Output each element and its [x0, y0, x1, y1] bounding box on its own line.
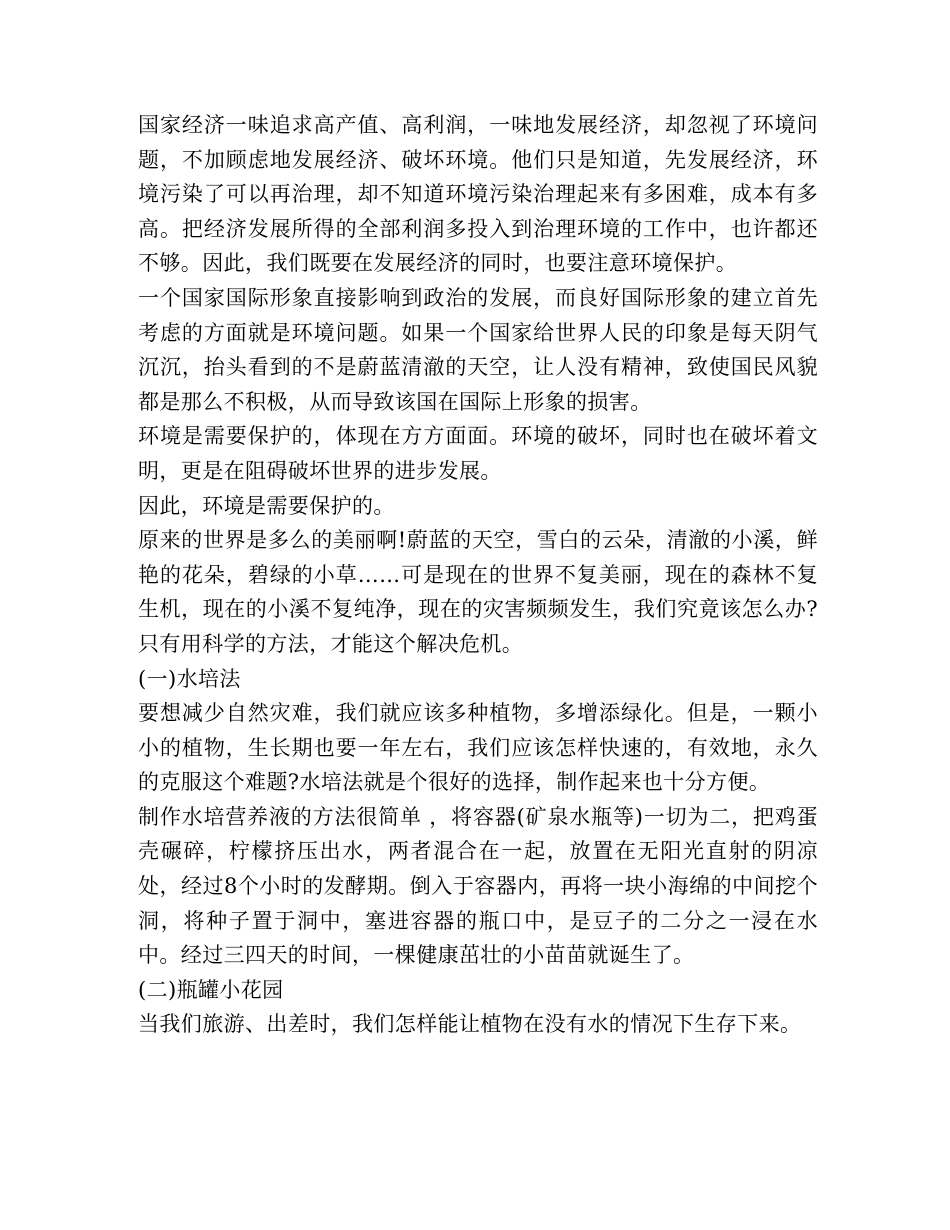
paragraph-conclusion: 因此，环境是需要保护的。 — [138, 493, 395, 518]
section-heading-hydroponics: (一)水培法 — [138, 666, 241, 691]
paragraph-international-image: 一个国家国际形象直接影响到政治的发展，而良好国际形象的建立首先考虑的方面就是环境问题。如果一个国家给世界人民的印象是每天阴气沉沉，抬头看到的不是蔚蓝清澈的天空，让人没有精神，致使国民风貌都是那么不积极，从而导致该国在国际上形象的损害。 — [138, 285, 818, 414]
paragraph-hydroponics-intro: 要想减少自然灾难，我们就应该多种植物，多增添绿化。但是，一颗小小的植物，生长期也要一年左右，我们应该怎样快速的，有效地，永久的克服这个难题?水培法就是个很好的选择，制作起来也十分方便。 — [138, 701, 818, 795]
paragraph-economy: 国家经济一味追求高产值、高利润，一味地发展经济，却忽视了环境问题，不加顾虑地发展经济、破坏环境。他们只是知道，先发展经济，环境污染了可以再治理，却不知道环境污染治理起来有多困难，成本有多高。把经济发展所得的全部利润多投入到治理环境的工作中，也许都还不够。因此，我们既要在发展经济的同时，也要注意环境保护。 — [138, 113, 818, 276]
paragraph-bottle-garden-intro: 当我们旅游、出差时，我们怎样能让植物在没有水的情况下生存下来。 — [138, 1012, 802, 1037]
section-heading-bottle-garden: (二)瓶罐小花园 — [138, 977, 284, 1002]
paragraph-protection-aspects: 环境是需要保护的，体现在方方面面。环境的破坏，同时也在破坏着文明，更是在阻碍破坏世界的进步发展。 — [138, 424, 818, 483]
document-body — [138, 108, 818, 1042]
paragraph-beautiful-world: 原来的世界是多么的美丽啊!蔚蓝的天空，雪白的云朵，清澈的小溪，鲜艳的花朵，碧绿的小草……可是现在的世界不复美丽，现在的森林不复生机，现在的小溪不复纯净，现在的灾害频频发生，我们究竟该怎么办?只有用科学的方法，才能这个解决危机。 — [138, 528, 818, 656]
paragraph-hydroponics-method: 制作水培营养液的方法很简单 ，将容器(矿泉水瓶等)一切为二，把鸡蛋壳碾碎，柠檬挤压出水，两者混合在一起，放置在无阳光直射的阴凉处，经过8个小时的发酵期。倒入于容器内，再将一块小海绵的中间挖个洞，将种子置于洞中，塞进容器的瓶口中，是豆子的二分之一浸在水中。经过三四天的时间，一棵健康茁壮的小苗苗就诞生了。 — [138, 804, 818, 968]
